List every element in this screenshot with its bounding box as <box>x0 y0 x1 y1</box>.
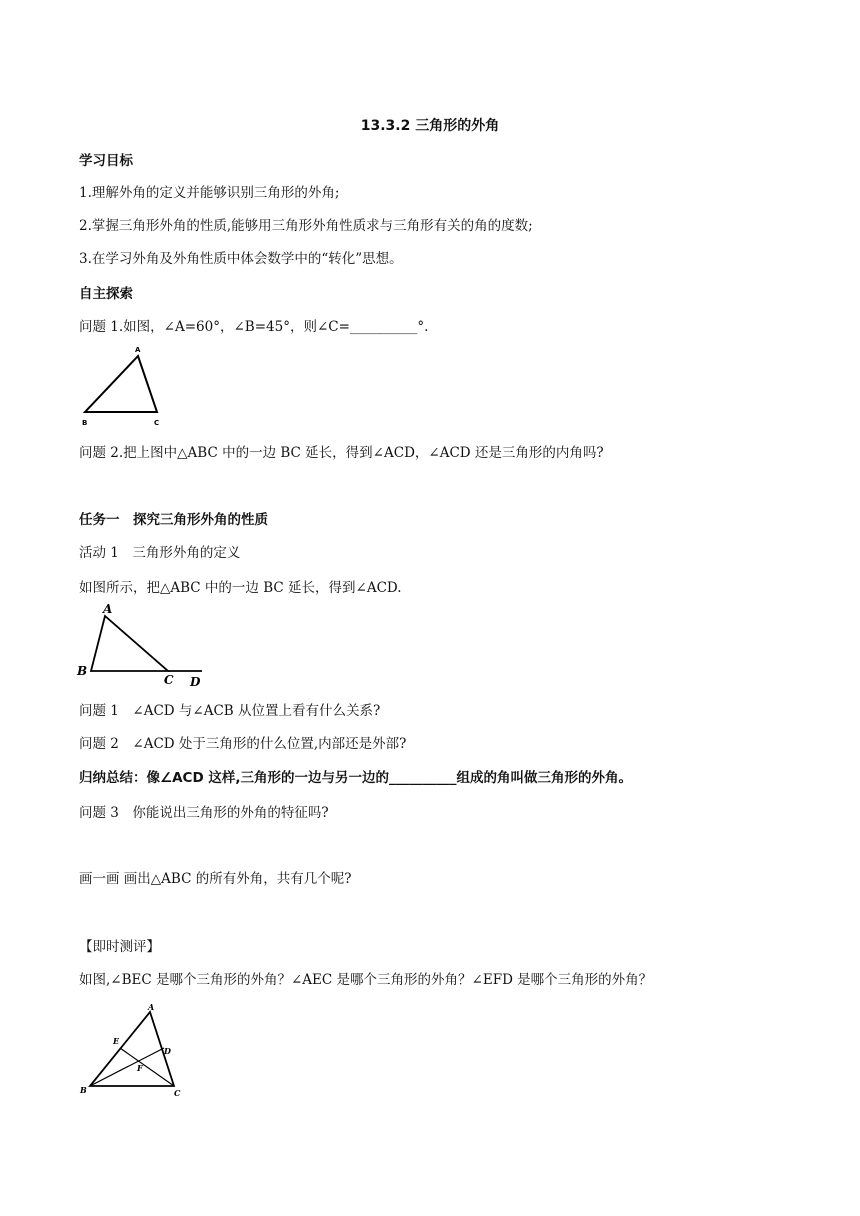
label-a: A <box>103 602 113 616</box>
quiz-question: 如图,∠BEC 是哪个三角形的外角？∠AEC 是哪个三角形的外角？∠EFD 是哪个三角形的外角？ <box>79 972 653 988</box>
label-c: C <box>174 1088 181 1098</box>
task1-question-2: 问题 2 ∠ACD 处于三角形的什么位置,内部还是外部? <box>79 736 407 752</box>
triangle-abc <box>85 356 157 412</box>
goals-heading: 学习目标 <box>79 153 133 169</box>
triangle-figure-2 <box>76 602 216 690</box>
summary-text: 归纳总结：像∠ACD 这样,三角形的一边与另一边的__________组成的角叫做三角形的外角。 <box>79 770 632 786</box>
triangle-abc-extended <box>91 616 168 671</box>
quiz-heading: 【即时测评】 <box>79 939 160 955</box>
explore-question-2: 问题 2.把上图中△ABC 中的一边 BC 延长，得到∠ACD，∠ACD 还是三角形的内角吗? <box>79 445 604 461</box>
task1-question-3: 问题 3 你能说出三角形的外角的特征吗? <box>79 805 329 821</box>
label-b: B <box>77 664 88 678</box>
label-a: A <box>135 346 141 354</box>
explore-question-1: 问题 1.如图，∠A=60°，∠B=45°，则∠C=__________°. <box>79 319 429 335</box>
triangle-figure-1 <box>79 343 179 431</box>
label-c: C <box>164 673 174 687</box>
page-title: 13.3.2 三角形的外角 <box>360 118 500 134</box>
label-d: D <box>190 675 201 689</box>
activity-1-title: 活动 1 三角形外角的定义 <box>79 545 241 561</box>
label-b: B <box>82 419 88 427</box>
activity-1-intro: 如图所示，把△ABC 中的一边 BC 延长，得到∠ACD. <box>79 580 402 596</box>
triangle-figure-3 <box>78 1000 198 1100</box>
label-d: D <box>164 1046 171 1056</box>
segment-bd <box>90 1048 164 1086</box>
goal-item-1: 1.理解外角的定义并能够识别三角形的外角; <box>79 185 340 201</box>
task1-question-1: 问题 1 ∠ACD 与∠ACB 从位置上看有什么关系? <box>79 703 381 719</box>
task1-heading: 任务一 探究三角形外角的性质 <box>79 512 268 528</box>
explore-heading: 自主探索 <box>79 286 133 302</box>
label-a: A <box>148 1002 155 1012</box>
draw-exercise: 画一画 画出△ABC 的所有外角，共有几个呢? <box>79 871 352 887</box>
label-e: E <box>113 1036 120 1046</box>
label-b: B <box>80 1085 87 1095</box>
label-c: C <box>154 419 160 427</box>
goal-item-3: 3.在学习外角及外角性质中体会数学中的“转化”思想。 <box>79 251 403 267</box>
goal-item-2: 2.掌握三角形外角的性质,能够用三角形外角性质求与三角形有关的角的度数; <box>79 218 533 234</box>
label-f: F <box>137 1063 143 1073</box>
